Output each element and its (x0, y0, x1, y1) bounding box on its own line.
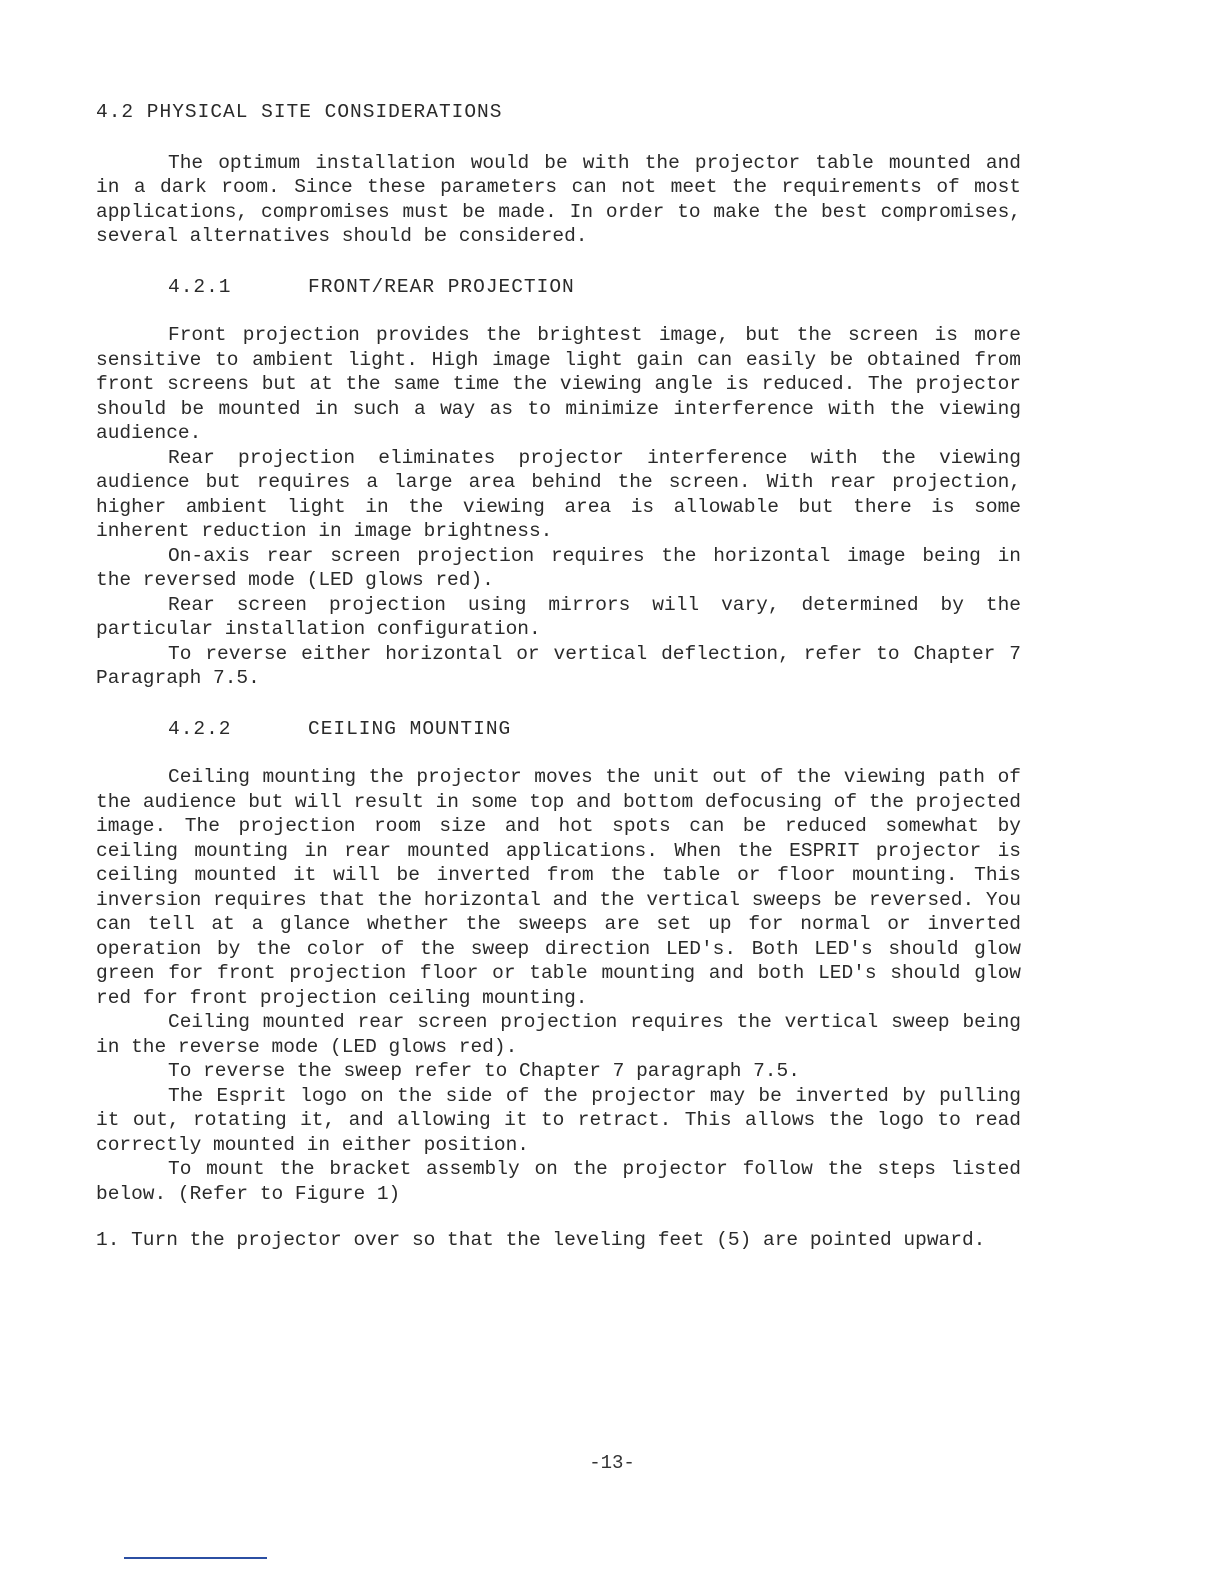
paragraph: On-axis rear screen projection requires the horizontal image being in the reversed mode (LED glows red). (96, 544, 1021, 591)
paragraph: To reverse the sweep refer to Chapter 7 paragraph 7.5. (168, 1060, 800, 1082)
subsection-title: CEILING MOUNTING (308, 717, 512, 740)
paragraph: Ceiling mounted rear screen projection requires the vertical sweep being in the reverse mode (LED glows red). (96, 1011, 1021, 1058)
subsection-heading-ceiling (168, 717, 1021, 742)
paragraph: Rear screen projection using mirrors will vary, determined by the particular installation configuration. (96, 593, 1021, 640)
footer-rule (124, 1557, 267, 1559)
subsection-number: 4.2.2 (168, 717, 232, 740)
paragraph: Ceiling mounting the projector moves the unit out of the viewing path of the audience but will result in some top and bottom defocusing of the projected image. The projection room size and hot spots can be reduced somewhat by ceiling mounting in rear mounted applications. When the ESPRIT projector is ceiling mounted it will be inverted from the table or floor mounting. This inversion requires that the horizontal and the vertical sweeps be reversed. You can tell at a glance whether the sweeps are set up for normal or inverted operation by the color of the sweep direction LED's. Both LED's should glow green for front projection floor or table mounting and both LED's should glow red for front projection ceiling mounting. (96, 766, 1021, 1009)
intro-paragraph: The optimum installation would be with the projector table mounted and in a dark room. Since these parameters can not meet the requirements of most applications, compromises must be made. In order to make the best compromises, several alternatives should be considered. (96, 151, 1021, 247)
paragraph: To mount the bracket assembly on the projector follow the steps listed below. (Refer to Figure 1) (96, 1158, 1021, 1205)
subsection-heading-front-rear (168, 275, 1021, 300)
paragraph: To reverse either horizontal or vertical deflection, refer to Chapter 7 Paragraph 7.5. (96, 642, 1021, 689)
page-number: -13- (589, 1452, 635, 1474)
subsection-number: 4.2.1 (168, 275, 232, 298)
paragraph: The Esprit logo on the side of the projector may be inverted by pulling it out, rotating it, and allowing it to retract. This allows the logo to read correctly mounted in either position. (96, 1084, 1021, 1156)
document-page (96, 100, 1021, 1253)
step-item: 1. Turn the projector over so that the leveling feet (5) are pointed upward. (96, 1229, 986, 1251)
paragraph: Front projection provides the brightest image, but the screen is more sensitive to ambient light. High image light gain can easily be obtained from front screens but at the same time the viewing angle is reduced. The projector should be mounted in such a way as to minimize interference with the viewing audience. (96, 324, 1021, 444)
section-heading: 4.2 PHYSICAL SITE CONSIDERATIONS (96, 101, 503, 123)
paragraph: Rear projection eliminates projector interference with the viewing audience but requires a large area behind the screen. With rear projection, higher ambient light in the viewing area is allowable but there is some inherent reduction in image brightness. (96, 446, 1021, 542)
subsection-title: FRONT/REAR PROJECTION (308, 275, 575, 298)
